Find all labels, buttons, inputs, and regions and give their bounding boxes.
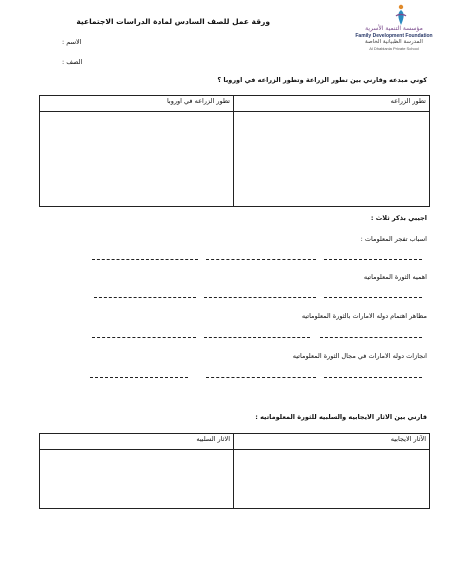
prompt-causes: اسباب تفجر المعلومات : [360,235,427,243]
logo-school-arabic: المدرسة الظبيانية الخاصة [365,39,423,45]
logo-name-arabic: مؤسسة التنمية الأسرية [365,25,423,32]
table-cell-europe[interactable] [40,112,234,207]
worksheet-title: ورقة عمل للصف السادس لمادة الدراسات الاجتماعية [76,17,270,26]
answer-line[interactable] [204,297,316,298]
logo-school-english: Al Dhabiania Private School [369,46,419,51]
logo-name-english: Family Development Foundation [355,33,433,39]
section3-question: قارني بين الاثار الايجابيه والسلبيه للثورة المعلوماتيه : [255,413,427,421]
answer-line[interactable] [92,337,196,338]
effects-comparison-table [39,433,430,509]
table-header-negative: الاثار السلبيه [40,434,234,450]
answer-line[interactable] [206,259,316,260]
name-label: الاسم : [62,38,82,46]
prompt-uae-interest: مظاهر اهتمام دوله الامارات بالثورة المعلوماتيه [301,312,427,320]
answer-line[interactable] [324,377,422,378]
answer-line[interactable] [204,337,310,338]
section2-question: اجيبي بذكر ثلاث : [370,214,427,222]
table-header-europe: تطور الزراعه في اوروبا [40,96,234,112]
answer-line[interactable] [320,337,422,338]
school-logo [344,4,444,52]
prompt-uae-achievements: انجازات دوله الامارات في مجال الثورة المعلوماتيه [292,352,427,360]
answer-line[interactable] [94,297,196,298]
table-header-positive: الآثار الايجابيه [234,434,430,450]
answer-line[interactable] [206,377,316,378]
table-cell-agriculture[interactable] [234,112,430,207]
answer-line[interactable] [90,377,188,378]
class-label: الصف : [62,58,83,66]
agriculture-comparison-table [39,95,430,207]
table-cell-negative[interactable] [40,450,234,509]
family-figure-icon [394,4,408,26]
prompt-importance: اهميه الثورة المعلوماتيه [363,273,427,281]
answer-line[interactable] [324,259,422,260]
table-header-agriculture: تطور الزراعه [234,96,430,112]
section1-question: كوني مبدعه وقارني بين تطور الزراعة وتطور الزراعه في اوروبا ؟ [217,76,427,84]
answer-line[interactable] [324,297,422,298]
answer-line[interactable] [92,259,198,260]
table-cell-positive[interactable] [234,450,430,509]
